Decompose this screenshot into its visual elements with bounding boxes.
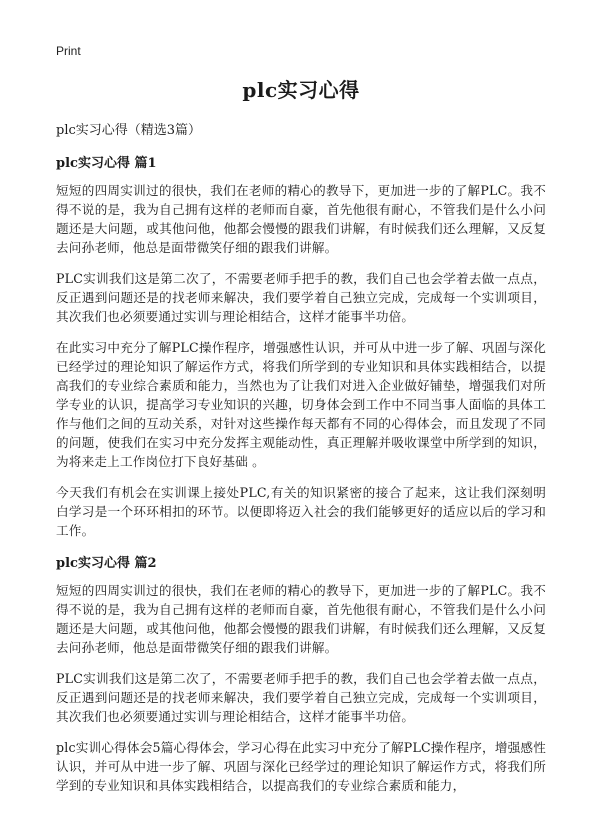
print-link[interactable]: Print — [56, 44, 81, 58]
paragraph: 今天我们有机会在实训课上接处PLC,有关的知识紧密的接合了起来，这让我们深刻明白学习是一个环环相扣的环节。以便即将迈入社会的我们能够更好的适应以后的学习和工作。 — [56, 485, 546, 538]
section-1 — [56, 152, 546, 540]
section-2 — [56, 552, 546, 795]
section-heading: plc实习心得 篇2 — [56, 556, 157, 571]
section-heading: plc实习心得 篇1 — [56, 156, 157, 171]
paragraph: 在此实习中充分了解PLC操作程序，增强感性认识，并可从中进一步了解、巩固与深化已经学过的理论知识了解运作方式，将我们所学到的专业知识和具体实践相结合，以提高我们的专业综合素质和能力，当然也为了让我们对进入企业做好铺垫，增强我们对所学专业的认识，提高学习专业知识的兴趣，切身体会到工作中不同当事人面临的具体工作与他们之间的互动关系，对针对这些操作每天都有不同的心得体会，而且发现了不同的问题，使我们在实习中充分发挥主观能动性，真正理解并吸收课堂中所学到的知识，为将来走上工作岗位打下良好基础 。 — [56, 340, 546, 469]
document-title: plc实习心得 — [242, 78, 360, 102]
paragraph: plc实训心得体会5篇心得体会，学习心得在此实习中充分了解PLC操作程序，增强感性认识，并可从中进一步了解、巩固与深化已经学过的理论知识了解运作方式，将我们所学到的专业知识和具体实践相结合，以提高我们的专业综合素质和能力， — [56, 740, 547, 793]
document-subtitle: plc实习心得（精选3篇） — [56, 123, 202, 138]
paragraph: PLC实训我们这是第二次了，不需要老师手把手的教，我们自己也会学着去做一点点，反正遇到问题还是的找老师来解决，我们要学着自己独立完成，完成每一个实训项目，其次我们也必须要通过实训与理论相结合，这样才能事半功倍。 — [56, 271, 546, 324]
document-page — [56, 74, 546, 807]
paragraph: 短短的四周实训过的很快，我们在老师的精心的教导下，更加进一步的了解PLC。我不得不说的是，我为自己拥有这样的老师而自豪，首先他很有耐心，不管我们是什么小问题还是大问题，或其他问他，他都会慢慢的跟我们讲解，有时候我们还么理解，又反复去问孙老师，他总是面带微笑仔细的跟我们讲解。 — [56, 583, 546, 655]
paragraph: 短短的四周实训过的很快，我们在老师的精心的教导下，更加进一步的了解PLC。我不得不说的是，我为自己拥有这样的老师而自豪，首先他很有耐心，不管我们是什么小问题还是大问题，或其他问他，他都会慢慢的跟我们讲解，有时候我们还么理解，又反复去问孙老师，他总是面带微笑仔细的跟我们讲解。 — [56, 183, 546, 255]
paragraph: PLC实训我们这是第二次了，不需要老师手把手的教，我们自己也会学着去做一点点，反正遇到问题还是的找老师来解决，我们要学着自己独立完成，完成每一个实训项目，其次我们也必须要通过实训与理论相结合，这样才能事半功倍。 — [56, 671, 546, 724]
